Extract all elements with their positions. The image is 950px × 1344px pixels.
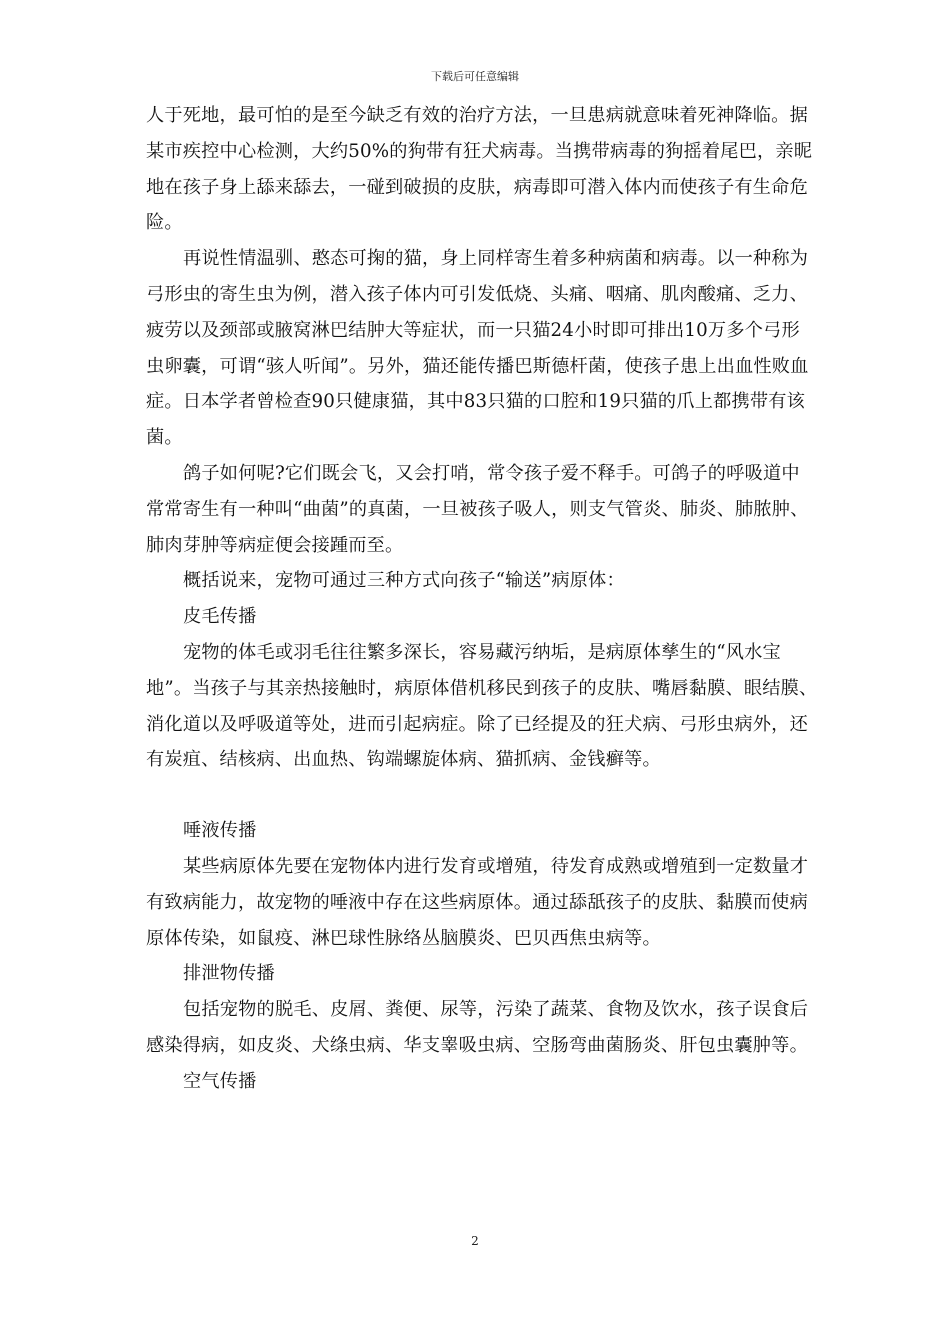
heading-fur-transmission: 皮毛传播 [183, 606, 257, 628]
heading-saliva-transmission: 唾液传播 [183, 820, 257, 842]
paragraph-pigeons: 鸽子如何呢?它们既会飞，又会打哨，常令孩子爱不释手。可鸽子的呼吸道中常常寄生有一种叫“曲菌”的真菌，一旦被孩子吸人，则支气管炎、肺炎、肺脓肿、肺肉芽肿等病症便会接踵而至。 [146, 462, 809, 556]
heading-excreta-transmission: 排泄物传播 [183, 963, 275, 985]
paragraph-cats: 再说性情温驯、憨态可掬的猫，身上同样寄生着多种病菌和病毒。以一种称为弓形虫的寄生虫为例，潜入孩子体内可引发低烧、头痛、咽痛、肌肉酸痛、乏力、疲劳以及颈部或腋窝淋巴结肿大等症状，而一只猫24小时即可排出10万多个弓形虫卵囊，可谓“骇人听闻”。另外，猫还能传播巴斯德杆菌，使孩子患上出血性败血症。日本学者曾检查90只健康猫，其中83只猫的口腔和19只猫的爪上都携带有该菌。 [146, 248, 809, 449]
paragraph-fur-transmission: 宠物的体毛或羽毛往往繁多深长，容易藏污纳垢，是病原体孳生的“风水宝地”。当孩子与其亲热接触时，病原体借机移民到孩子的皮肤、嘴唇黏膜、眼结膜、消化道以及呼吸道等处，进而引起病症。除了已经提及的狂犬病、弓形虫病外，还有炭疽、结核病、出血热、钩端螺旋体病、猫抓病、金钱癣等。 [146, 641, 818, 771]
document-body [146, 98, 818, 1100]
page-header-note: 下载后可任意编辑 [431, 70, 519, 83]
paragraph-saliva-transmission: 某些病原体先要在宠物体内进行发育或增殖，待发育成熟或增殖到一定数量才有致病能力，故宠物的唾液中存在这些病原体。通过舔舐孩子的皮肤、黏膜而使病原体传染，如鼠疫、淋巴球性脉络丛脑膜炎、巴贝西焦虫病等。 [146, 855, 809, 949]
paragraph-excreta-transmission: 包括宠物的脱毛、皮屑、粪便、尿等，污染了蔬菜、食物及饮水，孩子误食后感染得病，如皮炎、犬绦虫病、华支睾吸虫病、空肠弯曲菌肠炎、肝包虫囊肿等。 [146, 999, 809, 1056]
blank-line [146, 778, 818, 813]
heading-air-transmission: 空气传播 [183, 1070, 257, 1092]
paragraph-summary: 概括说来，宠物可通过三种方式向孩子“输送”病原体： [183, 570, 625, 592]
page-number: 2 [471, 1234, 479, 1248]
paragraph-rabies: 人于死地，最可怕的是至今缺乏有效的治疗方法，一旦患病就意味着死神降临。据某市疾控中心检测，大约50%的狗带有狂犬病毒。当携带病毒的狗摇着尾巴，亲昵地在孩子身上舔来舔去，一碰到破损的皮肤，病毒即可潜入体内而使孩子有生命危险。 [146, 105, 813, 234]
